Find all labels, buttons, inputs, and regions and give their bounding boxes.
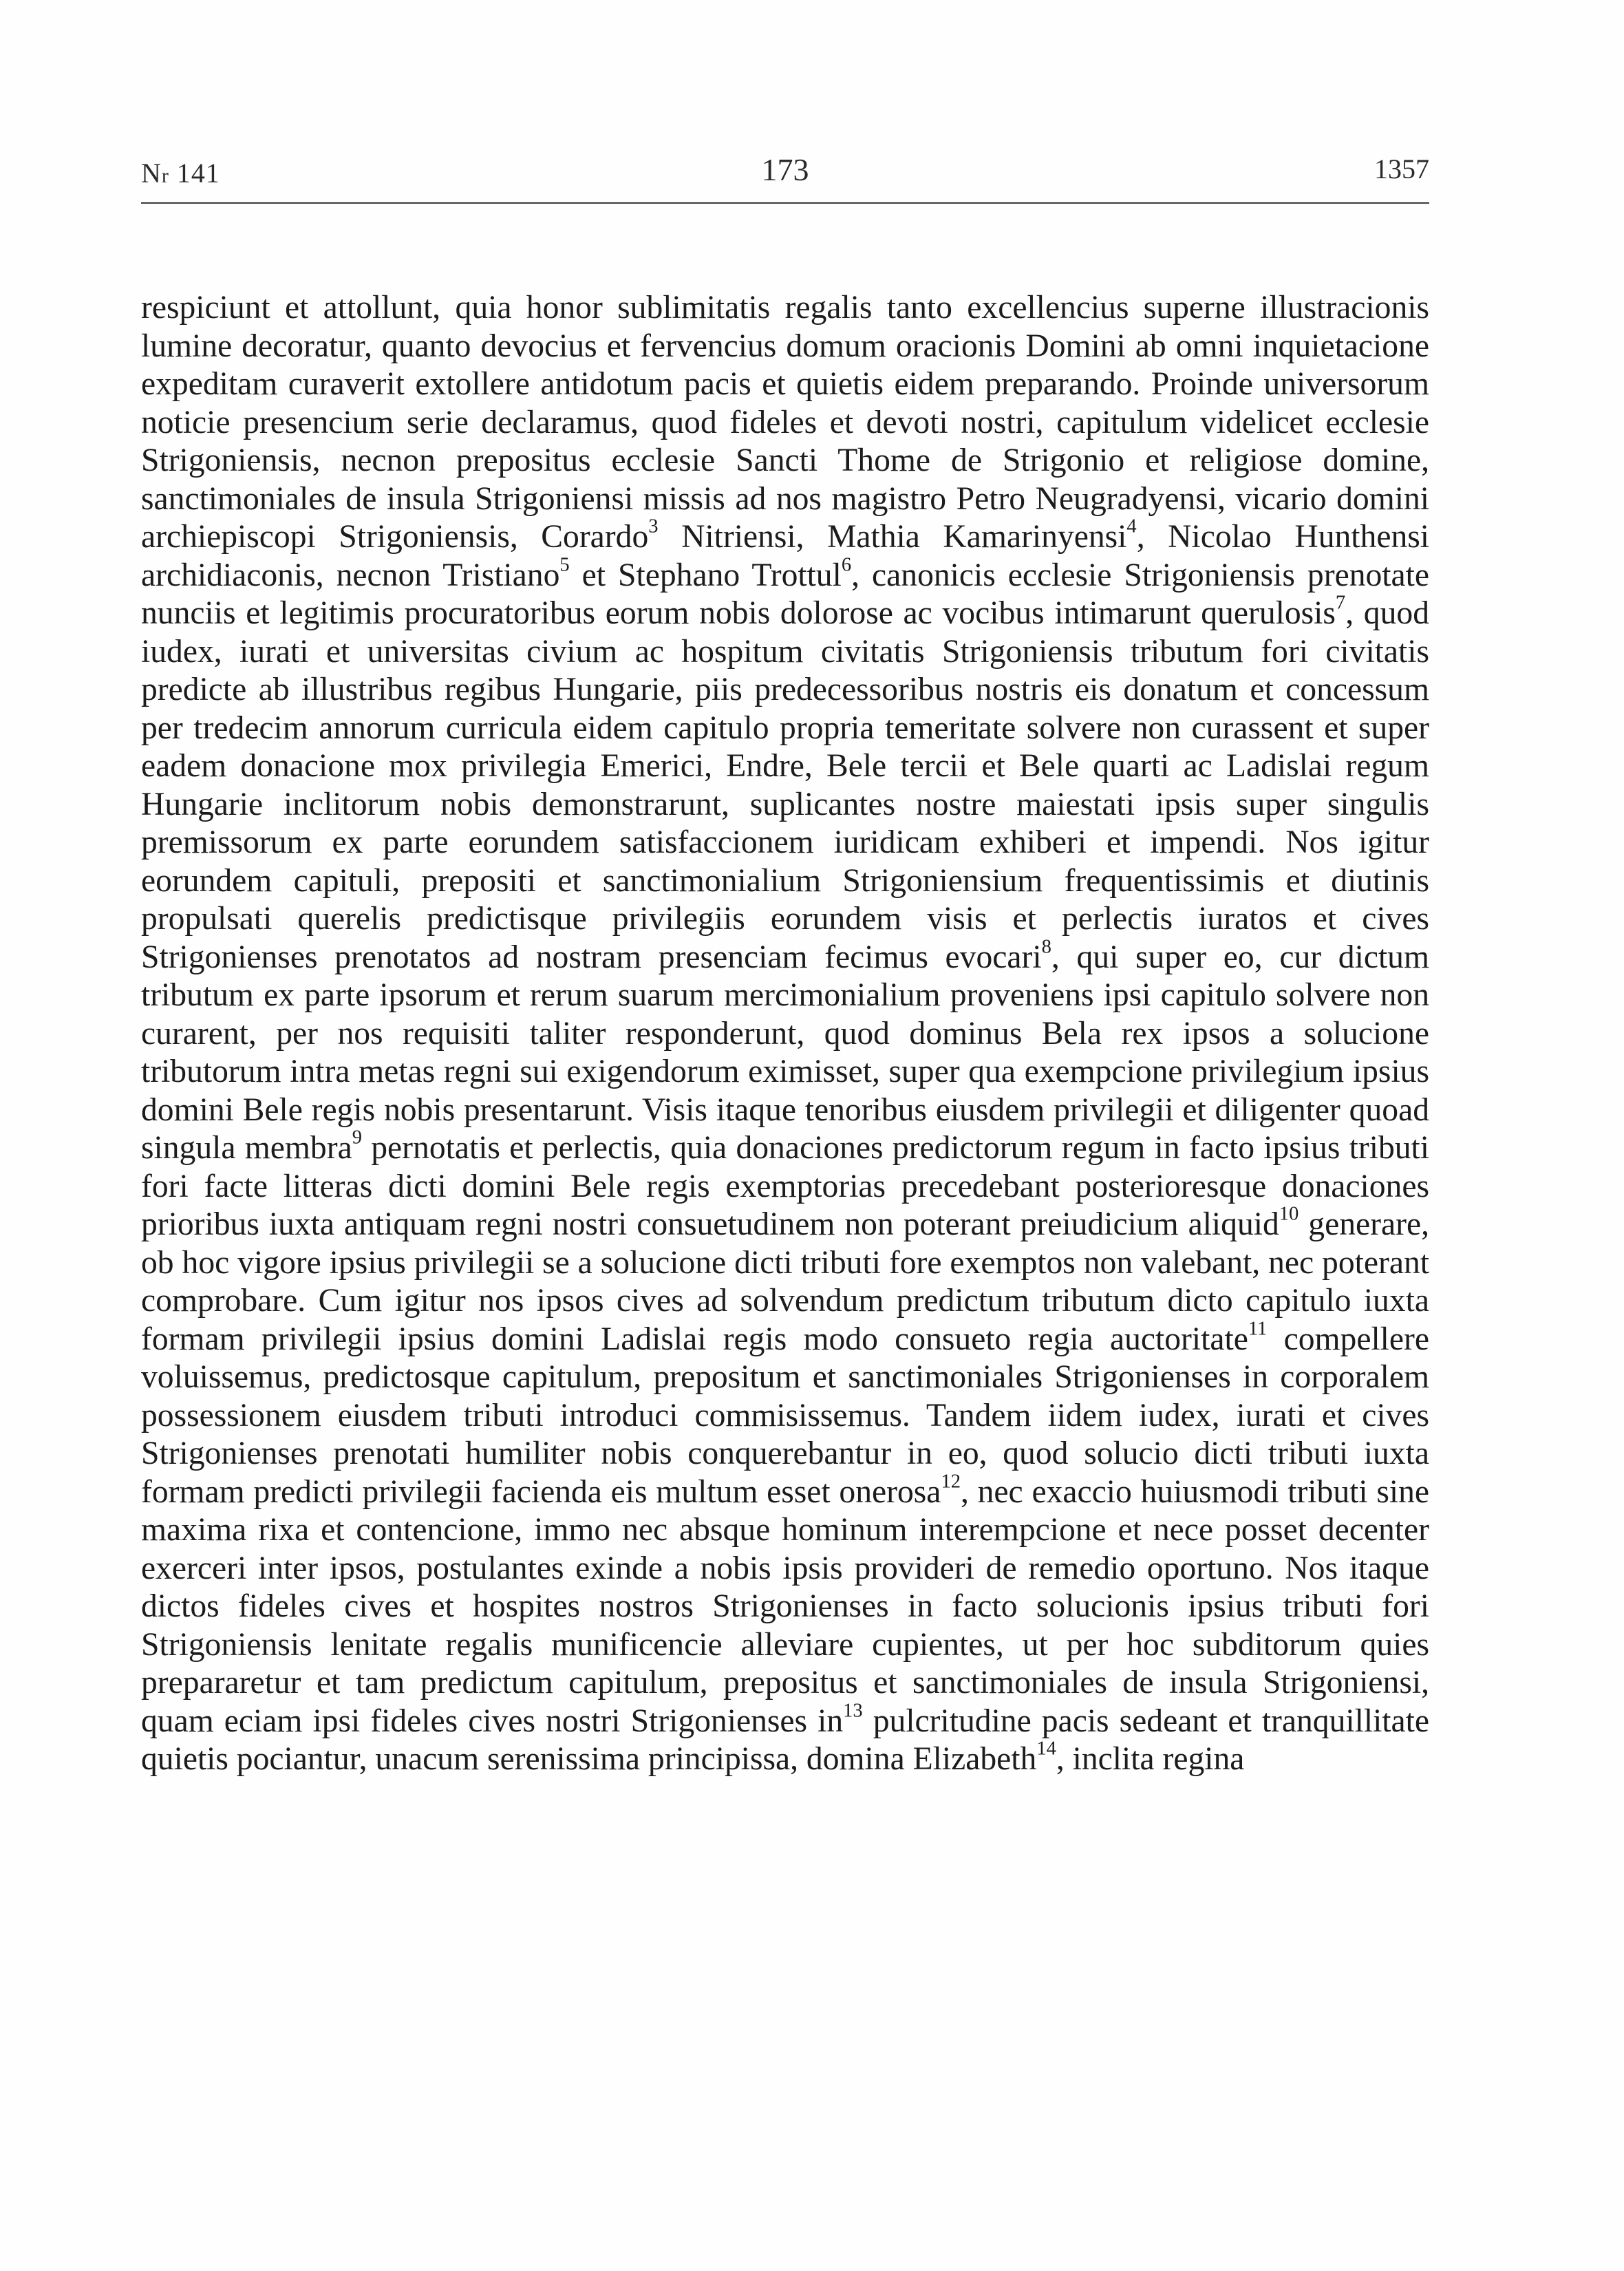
charter-text bbox=[141, 289, 1429, 1779]
footnote-marker: 6 bbox=[841, 554, 852, 576]
footnote-marker: 13 bbox=[843, 1700, 863, 1722]
document-year: 1357 bbox=[1374, 153, 1429, 184]
footnote-marker: 11 bbox=[1248, 1318, 1268, 1340]
footnote-marker: 4 bbox=[1126, 515, 1137, 537]
footnote-marker: 9 bbox=[352, 1127, 362, 1149]
footnote-marker: 10 bbox=[1279, 1203, 1299, 1225]
header-rule bbox=[141, 202, 1429, 204]
doc-number-smallcaps: r bbox=[161, 164, 169, 187]
footnote-marker: 5 bbox=[559, 554, 570, 576]
footnote-marker: 8 bbox=[1041, 936, 1051, 958]
running-header bbox=[141, 152, 1429, 201]
footnote-marker: 7 bbox=[1335, 592, 1346, 614]
page-number: 173 bbox=[761, 152, 809, 187]
doc-number-value: 141 bbox=[176, 158, 220, 189]
footnote-marker: 3 bbox=[648, 515, 659, 537]
doc-number-prefix: N bbox=[141, 158, 162, 189]
footnote-marker: 14 bbox=[1036, 1738, 1056, 1760]
footnote-marker: 12 bbox=[941, 1471, 961, 1493]
body-paragraph: respiciunt et attollunt, quia honor sublimitatis regalis tanto excellencius superne illustracionis lumine decoratur, quanto devocius et fervencius domum oracionis Domini ab omni inquietacione expeditam curaverit extollere antidotum pacis et quietis eidem preparando. Proinde universorum noticie presencium serie declaramus, quod fideles et devoti nostri, capitulum videlicet ecclesie Strigoniensis, necnon prepositus ecclesie Sancti Thome de Strigonio et religiose domine, sanctimoniales de insula Strigoniensi missis ad nos magistro Petro Neugradyensi, vicario domini archiepiscopi Strigoniensis, Corardo$^3$ Nitriensi, Mathia Kamarinyensi$^4$, Nicolao Hunthensi archidiaconis, necnon Tristiano$^5$ et Stephano Trottul$^6$, canonicis ecclesie Strigoniensis prenotate nunciis et legitimis procuratoribus eorum nobis dolorose ac vocibus intimarunt querulosis$^7$, quod iudex, iurati et universitas civium ac hospitum civitatis Strigoniensis tributum fori civitatis predicte ab illustribus regibus Hungarie, piis predecessoribus nostris eis donatum et concessum per tredecim annorum curricula eidem capitulo propria temeritate solvere non curassent et super eadem donacione mox privilegia Emerici, Endre, Bele tercii et Bele quarti ac Ladislai regum Hungarie inclitorum nobis demonstrarunt, suplicantes nostre maiestati ipsis super singulis premissorum ex parte eorundem satisfaccionem iuridicam exhiberi et impendi. Nos igitur eorundem capituli, prepositi et sanctimonialium Strigoniensium frequentissimis et diutinis propulsati querelis predictisque privilegiis eorundem visis et perlectis iuratos et cives Strigonienses prenotatos ad nostram presenciam fecimus evocari$^8$, qui super eo, cur dictum tributum ex parte ipsorum et rerum suarum mercimonialium proveniens ipsi capitulo solvere non curarent, per nos requisiti taliter responderunt, quod dominus Bela rex ipsos a solucione tributorum intra metas regni sui exigendorum eximisset, super qua exempcione privilegium ipsius domini Bele regis nobis presentarunt. Visis itaque tenoribus eiusdem privilegii et diligenter quoad singula membra$^9$ pernotatis et perlectis, quia donaciones predictorum regum in facto ipsius tributi fori facte litteras dicti domini Bele regis exemptorias precedebant posterioresque donaciones prioribus iuxta antiquam regni nostri consuetudinem non poterant preiudicium aliquid$^{10}$ generare, ob hoc vigore ipsius privilegii se a solucione dicti tributi fore exemptos non valebant, nec poterant comprobare. Cum igitur nos ipsos cives ad solvendum predictum tributum dicto capitulo iuxta formam privilegii ipsius domini Ladislai regis modo consueto regia auctoritate$^{11}$ compellere voluissemus, predictosque capitulum, prepositum et sanctimoniales Strigonienses in corporalem possessionem eiusdem tributi introduci commisissemus. Tandem iidem iudex, iurati et cives Strigonienses prenotati humiliter nobis conquerebantur in eo, quod solucio dicti tributi iuxta formam predicti privilegii facienda eis multum esset onerosa$^{12}$, nec exaccio huiusmodi tributi sine maxima rixa et contencione, immo nec absque hominum interempcione et nece posset decenter exerceri inter ipsos, postulantes exinde a nobis ipsis provideri de remedio oportuno. Nos itaque dictos fideles cives et hospites nostros Strigonienses in facto solucionis ipsius tributi fori Strigoniensis lenitate regalis munificencie alleviare cupientes, ut per hoc subditorum quies prepararetur et tam predictum capitulum, prepositus et sanctimoniales de insula Strigoniensi, quam eciam ipsi fideles cives nostri Strigonienses $in^{13}$ pulcritudine pacis sedeant et tranquillitate quietis pociantur, unacum serenissima principissa, domina Elizabeth$^{14}$, inclita regina bbox=[141, 290, 1429, 1777]
